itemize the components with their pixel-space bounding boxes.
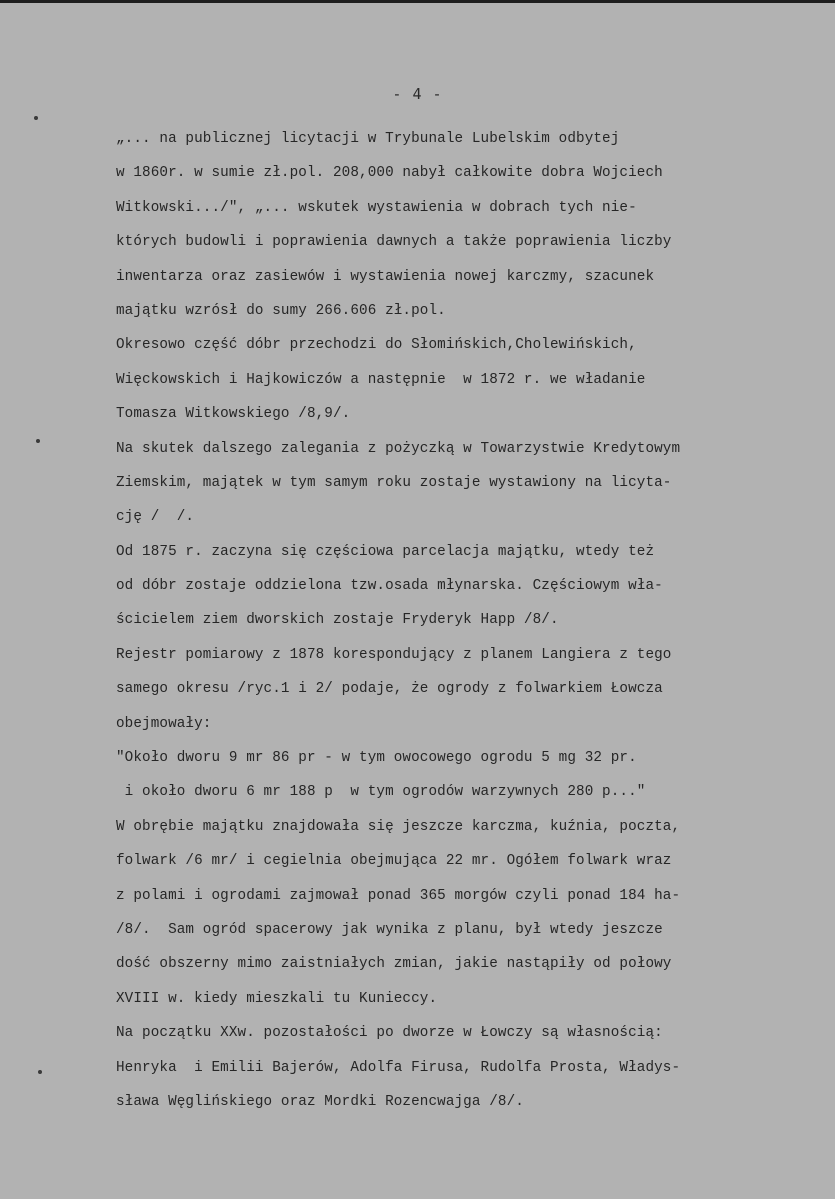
- margin-mark: [36, 439, 40, 443]
- margin-mark: [38, 1070, 42, 1074]
- text-line: z polami i ogrodami zajmował ponad 365 morgów czyli ponad 184 ha-: [116, 887, 681, 904]
- text-line: Na początku XXw. pozostałości po dworze w Łowczy są własnością:: [116, 1025, 663, 1042]
- text-line: Na skutek dalszego zalegania z pożyczką w Towarzystwie Kredytowym: [116, 440, 681, 457]
- text-line: /8/. Sam ogród spacerowy jak wynika z planu, był wtedy jeszcze: [116, 921, 663, 938]
- text-line: inwentarza oraz zasiewów i wystawienia nowej karczmy, szacunek: [116, 268, 655, 285]
- text-line: Okresowo część dóbr przechodzi do Słomińskich,Cholewińskich,: [116, 337, 637, 354]
- text-line: Ziemskim, majątek w tym samym roku zostaje wystawiony na licyta-: [116, 474, 672, 491]
- text-line: Witkowski.../", „... wskutek wystawienia w dobrach tych nie-: [116, 199, 637, 216]
- text-line: Henryka i Emilii Bajerów, Adolfa Firusa, Rudolfa Prosta, Władys-: [116, 1059, 681, 1076]
- text-line: Tomasza Witkowskiego /8,9/.: [116, 406, 351, 423]
- text-line: obejmowały:: [116, 715, 212, 732]
- text-line: folwark /6 mr/ i cegielnia obejmująca 22 mr. Ogółem folwark wraz: [116, 853, 672, 870]
- margin-mark: [34, 116, 38, 120]
- text-line: Więckowskich i Hajkowiczów a następnie w 1872 r. we władanie: [116, 371, 646, 388]
- text-line: dość obszerny mimo zaistniałych zmian, jakie nastąpiły od połowy: [116, 956, 672, 973]
- text-line: samego okresu /ryc.1 i 2/ podaje, że ogrody z folwarkiem Łowcza: [116, 681, 663, 698]
- text-line: Rejestr pomiarowy z 1878 korespondujący z planem Langiera z tego: [116, 646, 672, 663]
- text-line: od dóbr zostaje oddzielona tzw.osada młynarska. Częściowym wła-: [116, 578, 663, 595]
- page-number: - 4 -: [392, 85, 443, 103]
- quote-line: i około dworu 6 mr 188 p w tym ogrodów warzywnych 280 p...": [116, 784, 646, 801]
- text-line: XVIII w. kiedy mieszkali tu Kunieccy.: [116, 990, 438, 1007]
- text-line: W obrębie majątku znajdowała się jeszcze karczma, kuźnia, poczta,: [116, 818, 681, 835]
- quote-line: "Około dworu 9 mr 86 pr - w tym owocowego ogrodu 5 mg 32 pr.: [116, 750, 637, 767]
- text-line: „... na publicznej licytacji w Trybunale Lubelskim odbytej: [116, 131, 620, 147]
- text-line: w 1860r. w sumie zł.pol. 208,000 nabył całkowite dobra Wojciech: [116, 165, 663, 182]
- text-line: ścicielem ziem dworskich zostaje Fryderyk Happ /8/.: [116, 612, 559, 629]
- text-line: majątku wzrósł do sumy 266.606 zł.pol.: [116, 302, 446, 319]
- text-line: Od 1875 r. zaczyna się częściowa parcelacja majątku, wtedy też: [116, 543, 655, 560]
- document-body: [116, 122, 821, 1119]
- text-line: sława Węglińskiego oraz Mordki Rozencwajga /8/.: [116, 1093, 524, 1110]
- text-line: których budowli i poprawienia dawnych a także poprawienia liczby: [116, 234, 672, 251]
- text-line: cję / /.: [116, 509, 195, 526]
